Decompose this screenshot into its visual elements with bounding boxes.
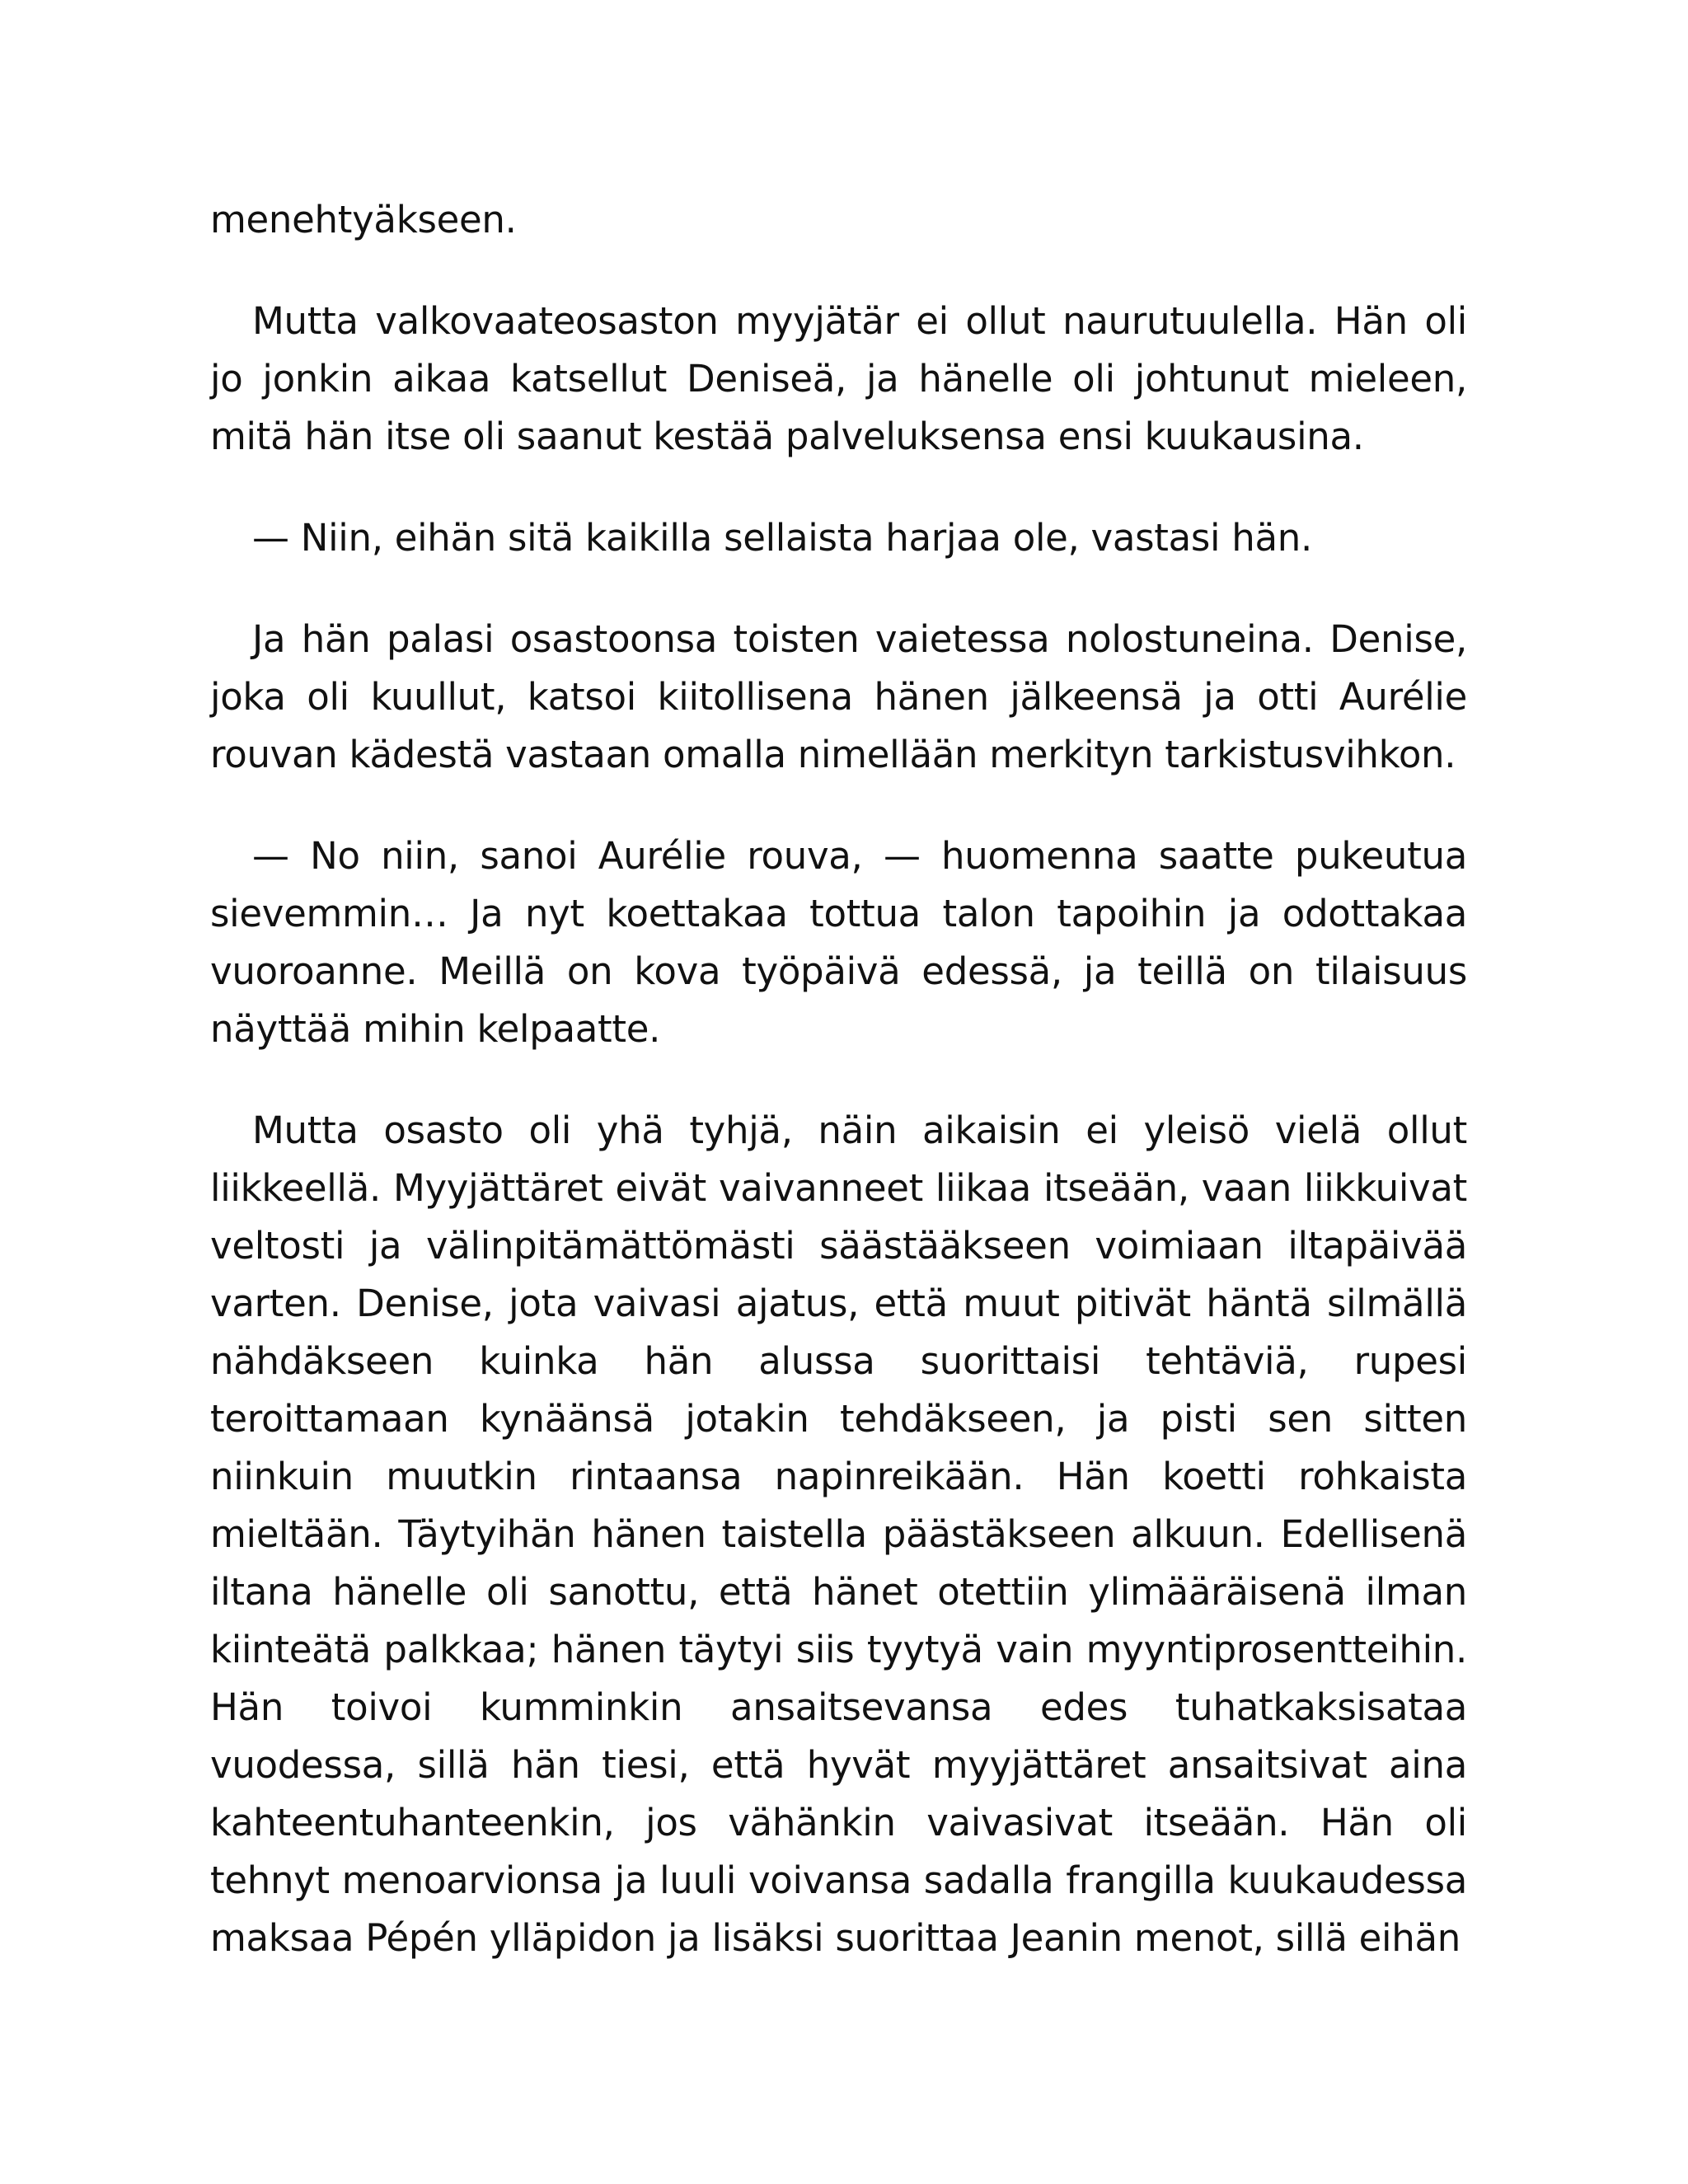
document-page <box>210 191 1467 1967</box>
paragraph-dialogue: — Niin, eihän sitä kaikilla sellaista harjaa ole, vastasi hän. <box>252 516 1312 560</box>
paragraph: Mutta osasto oli yhä tyhjä, näin aikaisin ei yleisö vielä ollut liikkeellä. Myyjättäret eivät vaivanneet liikaa itseään, vaan liikkuivat veltosti ja välinpitämättömästi säästääkseen voimiaan iltapäivää varten. Denise, jota vaivasi ajatus, että muut pitivät häntä silmällä nähdäkseen kuinka hän alussa suorittaisi tehtäviä, rupesi teroittamaan kynäänsä jotakin tehdäkseen, ja pisti sen sitten niinkuin muutkin rintaansa napinreikään. Hän koetti rohkaista mieltään. Täytyihän hänen taistella päästäkseen alkuun. Edellisenä iltana hänelle oli sanottu, että hänet otettiin ylimääräisenä ilman kiinteätä palkkaa; hänen täytyi siis tyytyä vain myyntiprosentteihin. Hän toivoi kumminkin ansaitsevansa edes tuhatkaksisataa vuodessa, sillä hän tiesi, että hyvät myyjättäret ansaitsivat aina kahteentuhanteenkin, jos vähänkin vaivasivat itseään. Hän oli tehnyt menoarvionsa ja luuli voivansa sadalla frangilla kuukaudessa maksaa Pépén ylläpidon ja lisäksi suorittaa Jeanin menot, sillä eihän <box>210 1108 1467 1960</box>
paragraph: menehtyäkseen. <box>210 198 517 241</box>
paragraph-dialogue: — No niin, sanoi Aurélie rouva, — huomenna saatte pukeutua sievemmin… Ja nyt koettakaa tottua talon tapoihin ja odottakaa vuoroanne. Meillä on kova työpäivä edessä, ja teillä on tilaisuus näyttää mihin kelpaatte. <box>210 834 1467 1051</box>
paragraph: Mutta valkovaateosaston myyjätär ei ollut naurutuulella. Hän oli jo jonkin aikaa katsellut Deniseä, ja hänelle oli johtunut mieleen, mitä hän itse oli saanut kestää palveluksensa ensi kuukausina. <box>210 299 1467 458</box>
paragraph: Ja hän palasi osastoonsa toisten vaietessa nolostuneina. Denise, joka oli kuullut, katsoi kiitollisena hänen jälkeensä ja otti Aurélie rouvan kädestä vastaan omalla nimellään merkityn tarkistusvihkon. <box>210 617 1467 776</box>
